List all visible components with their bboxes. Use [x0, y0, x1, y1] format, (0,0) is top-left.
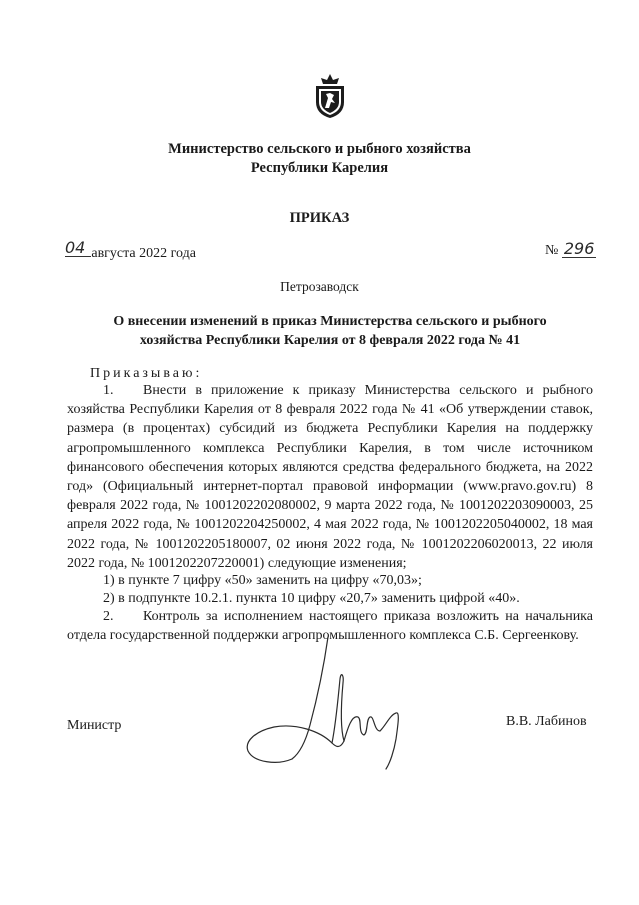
subitem-2: 2) в подпункте 10.2.1. пункта 10 цифру «20,7» заменить цифрой «40».: [103, 591, 520, 606]
number-value-handwritten: 296: [563, 239, 595, 258]
subitem-1: 1) в пункте 7 цифру «50» заменить на цифру «70,03»;: [103, 573, 422, 588]
date-month-year: августа 2022 года: [91, 246, 196, 261]
ministry-header: [0, 140, 639, 178]
paragraph-1-text: Внести в приложение к приказу Министерства сельского и рыбного хозяйства Республики Карелия от 8 февраля 2022 года № 41 «Об утверждении ставок, размера (в процентах) субсидий из бюджета Республики Карелия на поддержку агропромышленного комплекса Республики Карелия, в том числе источником финансового обеспечения которых являются средства федерального бюджета, на 2022 год» (Официальный интернет-портал правовой информации (www.pravo.gov.ru) 8 февраля 2022 года, № 1001202202080002, 9 марта 2022 года, № 1001202203090003, 25 апреля 2022 года, № 1001202204250002, 4 мая 2022 года, № 1001202205040002, 18 мая 2022 года, № 1001202205180007, 02 июня 2022 года, № 1001202206020013, 22 июля 2022 года, № 1001202207220001) следующие изменения;: [67, 383, 593, 571]
signatory-name: В.В. Лабинов: [506, 714, 587, 729]
ministry-line-2: Республики Карелия: [250, 160, 389, 176]
document-city: Петрозаводск: [280, 279, 359, 294]
paragraph-2-text: Контроль за исполнением настоящего приказа возложить на начальника отдела государственной поддержки агропромышленного комплекса С.Б. Сергеенкову.: [67, 609, 593, 644]
signatory-position: Министр: [67, 718, 122, 733]
paragraph-1: [67, 381, 593, 573]
ministry-line-1: Министерство сельского и рыбного хозяйства: [168, 141, 471, 157]
order-word: Приказываю:: [90, 366, 203, 381]
karelia-coat-of-arms-icon: [310, 72, 350, 120]
document-number: [545, 241, 596, 259]
number-label: №: [545, 243, 559, 258]
document-subject: О внесении изменений в приказ Министерства сельского и рыбного хозяйства Республики Карелия от 8 февраля 2022 года № 41: [113, 314, 547, 348]
paragraph-1-number: 1.: [103, 383, 114, 398]
document-date: [65, 238, 196, 262]
handwritten-signature: [240, 635, 415, 775]
document-title: ПРИКАЗ: [289, 210, 350, 226]
paragraph-2-number: 2.: [103, 609, 114, 624]
date-day-handwritten: 04: [65, 240, 91, 257]
